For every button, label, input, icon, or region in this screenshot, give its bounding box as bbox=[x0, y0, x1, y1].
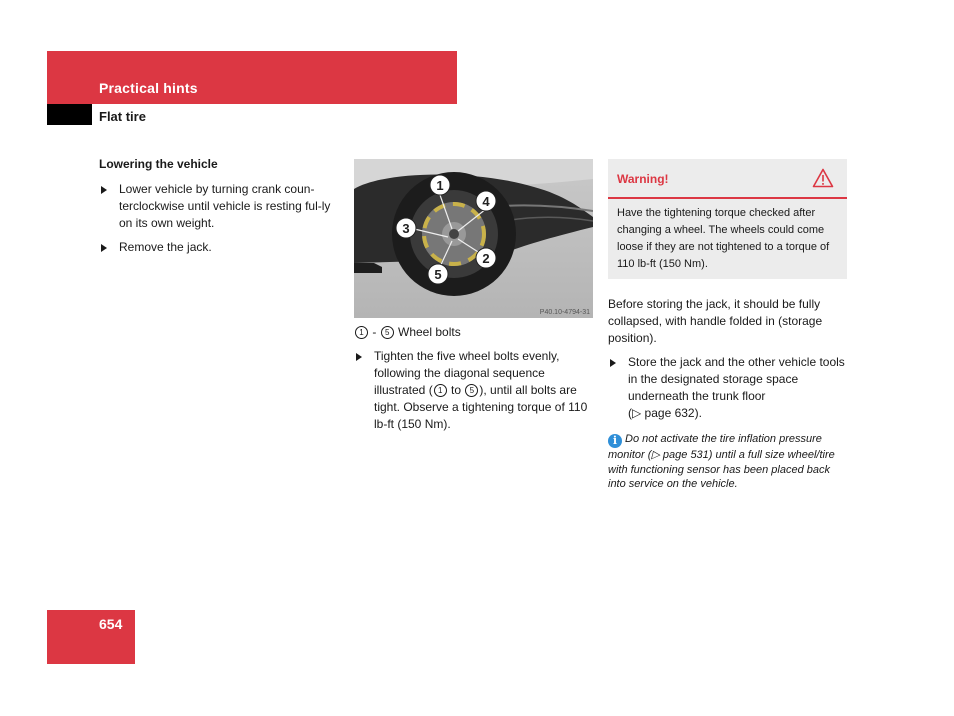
bullet-arrow-icon bbox=[101, 244, 107, 252]
figure-code: P40.10-4794-31 bbox=[539, 309, 590, 316]
callout-4: 4 bbox=[482, 194, 490, 209]
warning-title: Warning! bbox=[617, 172, 669, 186]
sequence-end-number: 5 bbox=[465, 384, 478, 397]
wheel-bolt-illustration bbox=[354, 159, 593, 318]
left-column bbox=[99, 156, 344, 263]
step-store-jack bbox=[608, 354, 847, 422]
step-to-word: to bbox=[447, 383, 465, 397]
step-text: Lower vehicle by turning crank coun-terclockwise until vehicle is resting ful-ly on its own weight. bbox=[119, 182, 331, 230]
subsection-title: Flat tire bbox=[99, 109, 146, 124]
warning-triangle-icon bbox=[812, 168, 834, 193]
step-text-part1: Tighten the five wheel bolts evenly, following the diagonal sequence illustrated ( bbox=[374, 349, 560, 397]
bullet-arrow-icon bbox=[101, 186, 107, 194]
legend-number-5: 5 bbox=[381, 326, 394, 339]
lowering-heading: Lowering the vehicle bbox=[99, 157, 218, 171]
callout-2: 2 bbox=[482, 251, 490, 266]
page-number: 654 bbox=[99, 616, 123, 632]
black-tab bbox=[47, 104, 92, 125]
step-text: Store the jack and the other vehicle tools in the designated storage space underneath the trunk floor bbox=[628, 355, 845, 403]
warning-box bbox=[608, 159, 847, 279]
legend-separator: - bbox=[369, 325, 380, 339]
page-reference-link[interactable]: (▷ page 632). bbox=[628, 406, 702, 420]
warning-header bbox=[608, 159, 847, 199]
middle-column bbox=[354, 159, 593, 440]
header-band bbox=[47, 51, 457, 104]
step-tighten-bolts bbox=[354, 348, 593, 433]
storage-paragraph: Before storing the jack, it should be fully collapsed, with handle folded in (storage position). bbox=[608, 297, 823, 345]
info-note bbox=[608, 432, 847, 492]
section-title: Practical hints bbox=[99, 80, 198, 96]
bullet-arrow-icon bbox=[356, 353, 362, 361]
step-text: Remove the jack. bbox=[119, 240, 212, 254]
sequence-start-number: 1 bbox=[434, 384, 447, 397]
right-column bbox=[608, 159, 847, 492]
legend-text: Wheel bolts bbox=[394, 325, 461, 339]
page-number-block bbox=[47, 610, 135, 664]
legend-number-1: 1 bbox=[355, 326, 368, 339]
callout-3: 3 bbox=[402, 221, 410, 236]
step-text-part2: ), until all bolts are tight. Observe a tightening torque of 110 lb-ft (150 Nm). bbox=[374, 383, 588, 431]
info-icon: i bbox=[608, 434, 622, 448]
step-remove-jack bbox=[99, 239, 344, 256]
callout-1: 1 bbox=[436, 178, 444, 193]
figure-legend bbox=[354, 324, 593, 341]
warning-body: Have the tightening torque checked after changing a wheel. The wheels could come loose if they are not tightened to a torque of 110 lb-ft (150 Nm). bbox=[617, 207, 830, 270]
step-lower-vehicle bbox=[99, 181, 344, 232]
bullet-arrow-icon bbox=[610, 359, 616, 367]
callout-5: 5 bbox=[434, 267, 442, 282]
note-text: Do not activate the tire inflation pressure monitor (▷ page 531) until a full size wheel/tire with functioning sensor has been placed back into service on the vehicle. bbox=[608, 433, 835, 490]
